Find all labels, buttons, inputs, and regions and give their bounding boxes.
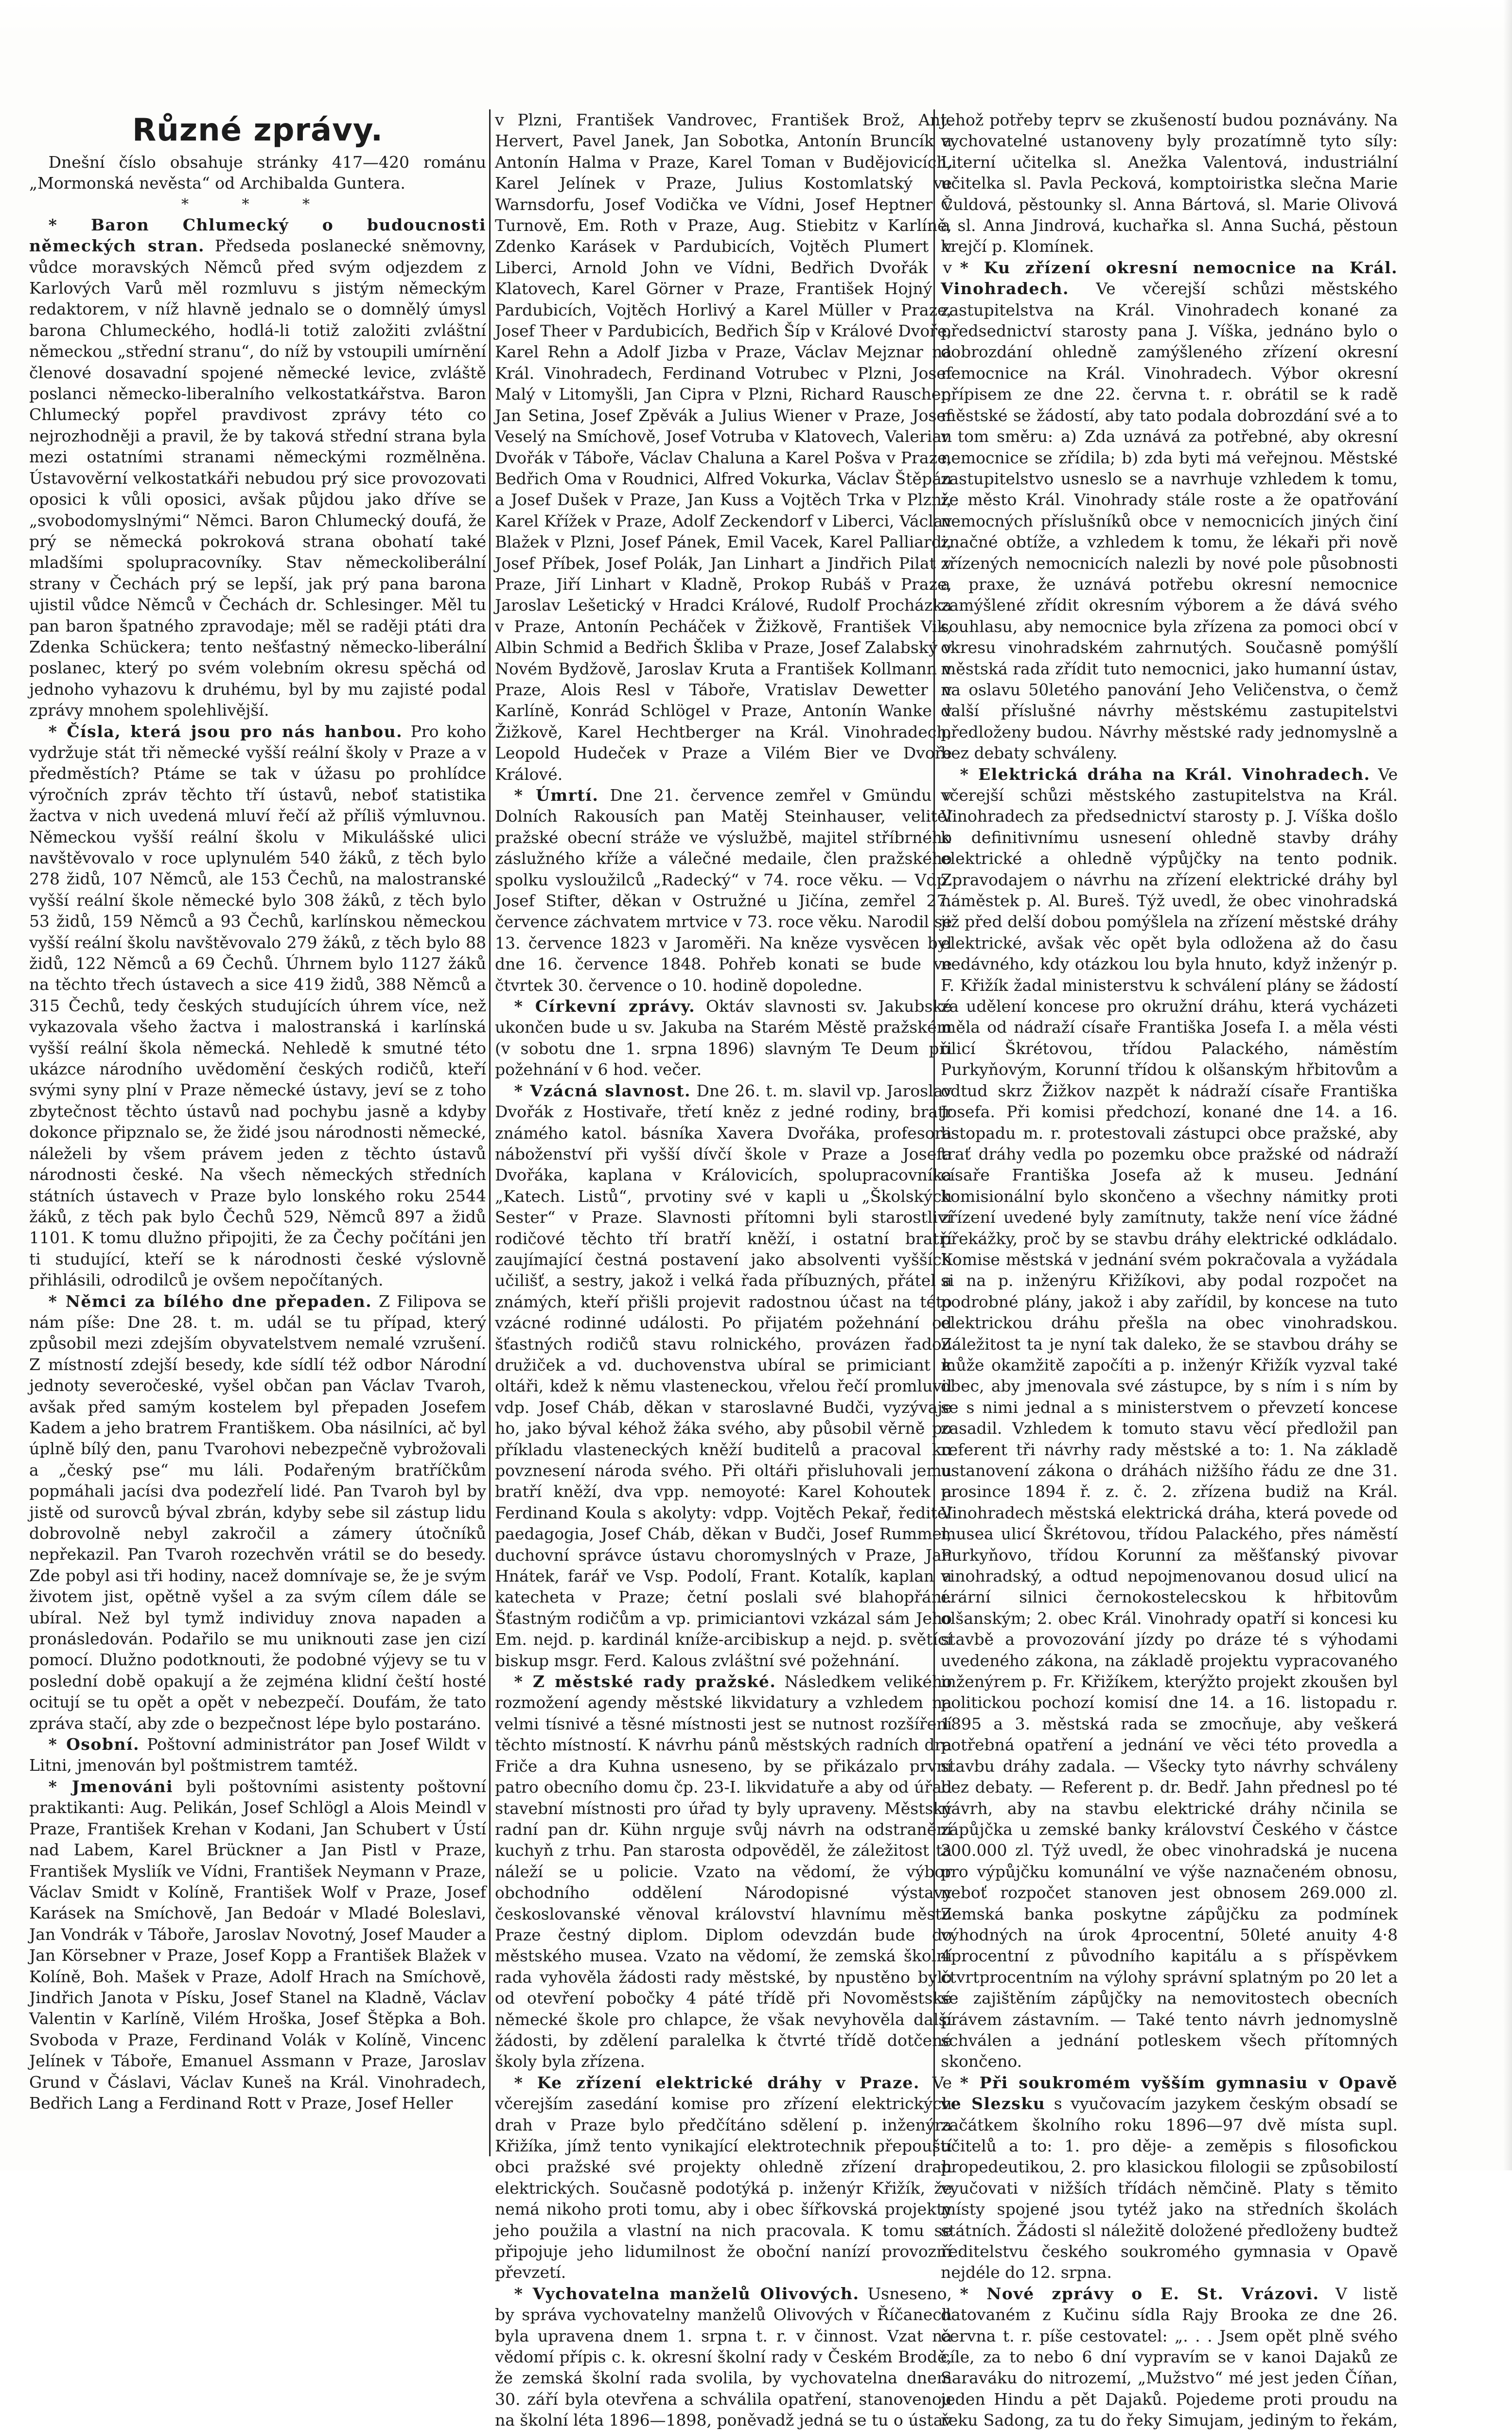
- item-heading: * Z městské rady pražské.: [514, 1672, 776, 1691]
- news-item: [495, 1080, 952, 1671]
- item-heading: * Nové zprávy o E. St. Vrázovi.: [960, 2284, 1319, 2303]
- issue-note: Dnešní číslo obsahuje stránky 417—420 románu „Mormonská nevěsta“ od Archibalda Guntera.: [29, 153, 486, 193]
- news-item: [29, 721, 486, 1291]
- text-column-2: [495, 109, 952, 2430]
- item-body: Následkem velikého rozmožení agendy městské likvidatury a vzhledem na velmi tísnivé a těsné místnosti jest se nutnost rozšíření těchto místností. K návrhu pánů městských radních dra Friče a dra Kuhna usneseno, by se přikázalo první patro obecního domu čp. 23-I. likvidatuře a aby od úřad stavební místnosti pro úřad ty byly upraveny. Městský radní pan dr. Kühn nrguje svůj návrh na odstranění kuchyň z trhu. Pan starosta odpověděl, že záležitost ta náleží se u policie. Vzato na vědomí, že výbor obchodního oddělení Národopisné výstavy českoslovanské věnoval království hlavnímu městu Praze čestný diplom. Diplom odevzdán bude do městského musea. Vzato na vědomí, že zemská školní rada vyhověla žádosti rady městské, by npustěno bylo od otevření pobočky 4 páté třídě při Novoměstské německé škole pro chlapce, že však nevyhověla další žádosti, by zdělení paralelka k čtvrté třídě dotčené školy byla zřízena.: [495, 1672, 952, 2071]
- item-heading: * Němci za bílého dne přepaden.: [48, 1291, 372, 1311]
- separator-stars: * * *: [181, 195, 334, 213]
- news-item: [941, 257, 1398, 764]
- item-heading: * Čísla, která jsou pro nás hanbou.: [48, 722, 403, 741]
- item-heading: * Při soukromém vyšším gymnasiu v Opavě ve Slezsku: [941, 2073, 1398, 2114]
- item-body: v Plzni, František Vandrovec, František Brož, Ant. Hervert, Pavel Janek, Jan Sobotka, Antonín Bruncík a Antonín Halma v Praze, Karel Toman v Budějovicích, Karel Jelínek v Praze, Julius Kostomlatský ve Warnsdorfu, Josef Vodička ve Vídni, Josef Heptner v Turnově, Em. Roth v Praze, Aug. Stiebitz v Karlíně, Zdenko Karásek v Pardubicích, Vojtěch Plumert v Liberci, Arnold John ve Vídni, Bedřich Dvořák v Klatovech, Karel Görner v Praze, František Hojný v Pardubicích, Vojtěch Horlivý a Karel Müller v Praze, Josef Theer v Pardubicích, Bedřich Šíp v Králové Dvoře, Karel Rehn a Adolf Jizba v Praze, Václav Mejznar na Král. Vinohradech, Ferdinand Votrubec v Plzni, Josef Malý v Litomyšli, Jan Cipra v Plzni, Richard Rauscher, Jan Setina, Josef Zpěvák a Julius Wiener v Praze, Josef Veselý na Smíchově, Josef Votruba v Klatovech, Valerian Dvořák v Táboře, Václav Chaluna a Karel Pošva v Praze, Bedřich Oma v Roudnici, Alfred Vokurka, Václav Štěpán a Josef Dušek v Praze, Jan Kuss a Vojtěch Trka v Plzni, Karel Křížek v Praze, Adolf Zeckendorf v Liberci, Václav Blažek v Plzni, Josef Pánek, Emil Vacek, Karel Palliardi, Josef Příbek, Josef Polák, Jan Linhart a Jindřich Pilat v Praze, Jiří Linhart v Kladně, Prokop Rubáš v Praze, Jaroslav Lešetický v Hradci Králové, Rudolf Procházka v Praze, Antonín Pecháček v Žižkově, František Vik, Albin Schmid a Bedřich Škliba v Praze, Josef Zalabský v Novém Bydžově, Jaroslav Kruta a František Kollmann v Praze, Alois Resl v Táboře, Vratislav Dewetter v Karlíně, Konrád Schlögel v Praze, Antonín Wanke v Žižkově, Karel Hechtberger na Král. Vinohradech, Leopold Hudeček v Praze a Vilém Bier ve Dvoře Králové.: [495, 110, 952, 784]
- news-item: [941, 764, 1398, 2072]
- news-item: [29, 1734, 486, 1776]
- news-item: [941, 2072, 1398, 2283]
- news-item: [29, 1776, 486, 2114]
- column-divider: [489, 109, 491, 2156]
- news-item: [495, 1671, 952, 2072]
- item-body: Oktáv slavnosti sv. Jakubské ukončen bude u sv. Jakuba na Starém Městě pražském (v sobotu dne 1. srpna 1896) slavným Te Deum při požehnání v 6 hod. večer.: [495, 997, 952, 1079]
- item-heading: * Ku zřízení okresní nemocnice na Král. Vinohradech.: [941, 258, 1398, 299]
- item-body: Poštovní administrátor pan Josef Wildt v Litni, jmenován byl poštmistrem tamtéž.: [29, 1735, 486, 1775]
- news-item-continued: [495, 109, 952, 785]
- item-body: Dne 26. t. m. slavil vp. Jaroslav Dvořák z Hostivaře, třetí kněz z jedné rodiny, bratr známého katol. básníka Xavera Dvořáka, profesora náboženství při vyšší dívčí škole v Praze a Josefa Dvořáka, kaplana v Královicích, spolupracovníka „Katech. Listů“, prvotiny své v kapli u „Školských Sester“ v Praze. Slavnosti přítomni byli starostliví rodičové těchto tří bratří kněží, i ostatní bratří zaujímající čestná postavení jako absolventi vyšších učilišť, a sestry, jakož i velká řada příbuzných, přátel a známých, kteří přišli projevit radostnou účast na této vzácné rodinné události. Po přijatém požehnání od šťastných rodičů stavu rolnického, provázen řadou družiček a vd. duchovenstva ubíral se primiciant k oltáři, kdež k němu vlasteneckou, vřelou řečí promluvil vdp. Josef Cháb, děkan v staroslavné Budči, vyzývaje ho, jako býval kéhož žáka svého, aby působil věrně po příkladu vlasteneckých kněží buditelů a pracoval ku povznesení národa svého. Při oltáři přisluhovali jemu bratří kněží, dva vpp. nemoyoté: Karel Kohoutek a Ferdinand Koula s akolyty: vdpp. Vojtěch Pekař, ředitel paedagogia, Josef Cháb, děkan v Budči, Josef Rummel, duchovní správce ústavu choromyslných v Praze, Jan Hnátek, farář ve Vsp. Podolí, Frant. Kotalík, kaplan a katecheta v Praze; četní poslali své blahopřání. Šťastným rodičům a vp. primiciantovi vzkázal sám Jeho Em. nejd. p. kardinál kníže-arcibiskup a nejd. p. světící biskup msgr. Ferd. Kalous zvláštní své požehnání.: [495, 1081, 952, 1670]
- text-column-1: [29, 113, 486, 2155]
- news-item: [495, 785, 952, 996]
- section-title: Různé zprávy.: [132, 112, 384, 148]
- item-body: byli poštovními asistenty poštovní praktikanti: Aug. Pelikán, Josef Schlögl a Alois Meindl v Praze, František Krehan v Kodani, Jan Schubert v Ústí nad Labem, Karel Brückner a Jan Pistl v Praze, František Mysliík ve Vídni, František Neymann v Praze, Václav Smidt v Kolíně, František Wolf v Praze, Josef Karásek na Smíchově, Jan Bedoár v Mladé Boleslavi, Jan Vondrák v Táboře, Jaroslav Novotný, Josef Mauder a Jan Körsebner v Praze, Josef Kopp a František Blažek v Kolíně, Boh. Mašek v Praze, Adolf Hrach na Smíchově, Jindřich Janota v Písku, Josef Stanel na Kladně, Václav Valentin v Karlíně, Vilém Hroška, Josef Štěpka a Boh. Svoboda v Praze, Ferdinand Volák v Kolíně, Vincenc Jelínek v Táboře, Emanuel Assmann v Praze, Jaroslav Grund v Čáslavi, Václav Kuneš na Král. Vinohradech, Bedřich Lang a Ferdinand Rott v Praze, Josef Heller: [29, 1777, 486, 2113]
- news-item-continued: [941, 109, 1398, 257]
- item-body: Ve včerejší schůzi městského zastupitelstva na Král. Vinohradech konané za předsednictví starosty pana J. Víška, jednáno bylo o dobrozdání ohledně zamýšleného zřízení okresní nemocnice na Král. Vinohradech. Výbor okresní přípisem ze dne 22. června t. r. obrátil se k radě městské se žádostí, aby tato podala dobrozdání své a to v tom směru: a) Zda uznává za potřebné, aby okresní nemocnice se zřídila; b) zda byti má veřejnou. Městské zastupitelstvo usneslo se a navrhuje vzhledem k tomu, že město Král. Vinohrady stále roste a že opatřování nemocných příslušníků obce v nemocnicích jiných činí značné obtíže, a vzhledem k tomu, že lékaři při nově zřízených nemocnicích nalezli by nové pole působnosti a praxe, že uznává potřebu okresní nemocnice zamýšlené zřídit okresním výborem a že dává svého souhlasu, aby nemocnice byla zřízena za pomoci obcí v okresu vinohradském zahrnutých. Současně pomýšlí městská rada zřídit tuto nemocnici, jako humanní ústav, na oslavu 50letého panování Jeho Veličenstva, o čemž další příslušné návrhy městskému zastupitelstvi předloženy budou. Návrhy městské rady jednomyslně a bez debaty schváleny.: [941, 279, 1398, 763]
- item-body: Dne 21. července zemřel v Gmündu v Dolních Rakousích pan Matěj Steinhauser, velitel pražské obecní stráže ve výslužbě, majitel stříbrného záslužného kříže a válečné medaile, člen pražského spolku vysloužilců „Radecký“ v 74. roce věku. — Vdp. Josef Stifter, děkan v Ostružné u Jičína, zemřel 27. července záchvatem mrtvice v 73. roce věku. Narodil se 13. července 1823 v Jaroměři. Na kněze vysvěcen byl dne 16. července 1848. Pohřeb konati se bude ve čtvrtek 30. července o 10. hodině dopoledne.: [495, 786, 952, 995]
- item-heading: * Elektrická dráha na Král. Vinohradech.: [960, 764, 1371, 784]
- item-body: s vyučovacím jazykem českým obsadí se začátkem školního roku 1896—97 dvě místa supl. učitelů a to: 1. pro děje- a zeměpis s filosofickou propedeutikou, 2. pro klasickou filologii se způsobilostí vyučovati v nižších třídách němčině. Platy s těmito místy spojené jsou tytéž jako na středních školách státních. Žádosti sl náležitě doložené předloženy budtež ředitelstvu českého soukromého gymnasia v Opavě nejdéle do 12. srpna.: [941, 2094, 1398, 2282]
- news-item: [495, 2283, 952, 2431]
- item-heading: * Církevní zprávy.: [514, 997, 696, 1016]
- item-body: jehož potřeby teprv se zkušeností budou poznávány. Na vychovatelné ustanoveny byly prozatímně tyto síly: Literní učitelka sl. Anežka Valentová, industriální učitelka sl. Pavla Pecková, komptoiristka slečna Marie Čuldová, pěstounky sl. Anna Bártová, sl. Marie Olivová a sl. Anna Jindrová, kuchařka sl. Anna Suchá, pěstoun krejčí p. Klomínek.: [941, 110, 1398, 256]
- item-body: Předseda poslanecké sněmovny, vůdce moravských Němců před svým odjezdem z Karlových Varů měl rozmluvu s jistým německým redaktorem, v níž hlavně jednalo se o domnělý úmysl barona Chlumeckého, hodlá-li totiž založiti zvláštní německou „střední stranu“, do níž by vstoupili umírnění členové dosavadní spojené německé levice, zvláště poslanci německo-liberalního velkostatkářstva. Baron Chlumecký popřel pravdivost zprávy této co nejrozhodněji a pravil, že by taková střední strana byla mezi ostatními stranami německými rozmělněna. Ústavověrní velkostatkáři nebudou prý sice provozovati oposici k vůli oposici, avšak půjdou jako dříve se „svobodomyslnými“ Němci. Baron Chlumecký doufá, že prý se německá pokroková strana obohatí také mladšími spolupracovníky. Stav německoliberální strany v Čechách prý se lepší, jak prý pana barona ujistil vůdce Němců v Čechách dr. Schlesinger. Měl tu pan baron špatného zpravodaje; měl se raději ptáti dra Zdenka Schückera; tento nešťastný německo-liberální poslanec, který po svém volebním okresu spěchá od jednoho vyhazovu k druhému, byl by mu zajisté podal zprávy mnohem spolehlivější.: [29, 236, 486, 720]
- item-body: Ve včerejším zasedání komise pro zřízení elektrických drah v Praze bylo předčítáno sdělení p. inženýra Křižíka, jímž tento vynikající elektrotechnik přepouští obci pražské své projekty ohledně zřízení drah elektrických. Současně podotýká p. inženýr Křižík, že nemá nikoho proti tomu, aby i obec šířkovská projekty jeho použila a vlastní na nich pracovala. K tomu se připojuje jeho lidumilnost že oboční nanízí provozní převzetí.: [495, 2073, 952, 2282]
- news-item: [29, 214, 486, 721]
- news-item: [495, 996, 952, 1080]
- item-body: Z Filipova se nám píše: Dne 28. t. m. udál se tu případ, který způsobil mezi zdejším obyvatelstvem nemalé vzrušení. Z místností zdejší besedy, kde sídlí též odbor Národní jednoty severočeské, vyšel občan pan Václav Tvaroh, avšak před samým kostelem byl přepaden Josefem Kadem a jeho bratrem Františkem. Oba násilníci, ač byl úplně bílý den, panu Tvarohovi nebezpečně vybrožovali a „český pse“ mu láli. Podařeným bratříčkům popmáhali jacísi dva podezřelí lidé. Pan Tvaroh byl by jistě od surovců býval zbrán, kdyby sebe sil zástup lidu dobrovolně nebyl zakročil a zámery útočníků nepřekazil. Pan Tvaroh rozechvěn vrátil se do besedy. Zde pobyl asi tři hodiny, nacež domnívaje se, že je svým životem jist, opětně vyšel a za svým cílem dále se ubíral. Než byl tymž individuy znova napaden a pronásledován. Podařilo se mu uniknouti zase jen cizí pomocí. Dlužno podotknouti, že podobné výjevy se tu v poslední době opakují a že zejména klidní čeští hosté ocitují se tu opět a opět v nebezpečí. Doufám, že tato zpráva stačí, aby zde o bezpečnost lépe bylo postaráno.: [29, 1291, 487, 1733]
- news-item: [941, 2283, 1398, 2431]
- item-body: V listě datovaném z Kučinu sídla Rajy Brooka ze dne 26. června t. r. píše cestovatel: „. . . Jsem opět plně svého cíle, za to nebo 6 dní vypravím se v kanoi Dajaků ze Saraváku do nitrozemí, „Mužstvo“ mé jest jeden Číňan, jeden Hindu a pět Dajaků. Pojedeme proti proudu na řeku Sadong, za tu do řeky Simujam, jediným to řekám,: [941, 2284, 1398, 2430]
- page-top-margin: [0, 0, 1512, 34]
- item-heading: * Ke zřízení elektrické dráhy v Praze.: [514, 2073, 920, 2092]
- item-heading: * Vychovatelna manželů Olivových.: [514, 2284, 860, 2303]
- item-heading: * Baron Chlumecký o budoucnosti německých stran.: [29, 215, 486, 256]
- news-item: [495, 2072, 952, 2283]
- text-column-3: [941, 109, 1398, 2430]
- item-heading: * Jmenováni: [48, 1777, 174, 1796]
- item-heading: * Úmrtí.: [514, 786, 599, 805]
- page-edge-shadow: [1503, 0, 1512, 2170]
- news-item: [29, 1291, 486, 1734]
- item-heading: * Vzácná slavnost.: [514, 1081, 691, 1100]
- item-heading: * Osobní.: [48, 1735, 140, 1754]
- item-body: Usneseno, by správa vychovatelny manželů Olivových v Říčanech byla upravena dnem 1. srpna t. r. v činnost. Vzat na vědomí přípis c. k. okresní školní rady v Českém Brodě, že zemská školní rada svolila, by vychovatelna dnem 30. září byla otevřena a schválila opatření, stanovenou na školní léta 1896—1898, poněvadž jedná se tu o ústav: [495, 2284, 952, 2430]
- item-body: Ve včerejší schůzi městského zastupitelstva na Král. Vinohradech za předsednictví starosty p. J. Víška došlo k definitivnímu usnesení ohledně stavby dráhy elektrické a ohledně výpůjčky na tento podnik. Zpravodajem o návrhu na zřízení elektrické dráhy byl náměstek p. Al. Bureš. Týž uvedl, že obec vinohradská již před delší dobou pomýšlela na zřízení městské dráhy elektrické, avšak věc opět byla odložena až do času nedávného, kdy otázkou lou byla hnuto, když inženýr p. F. Křižík žadal ministerstvu k schválení plány se žádostí za udělení koncese pro okružní dráhu, která vycházeti měla od nádraží císaře Františka Josefa I. a měla vésti ulicí Škrétovou, třídou Palackého, náměstím Purkyňovým, Korunní třídou k olšanským hřbitovům a odtud skrz Žižkov nazpět k nádraží císaře Františka Josefa. Při komisi předchozí, konané dne 14. a 16. listopadu m. r. protestovali zástupci obce pražské, aby trať dráhy vedla po pozemku obce pražské od nádraží císaře Františka Josefa až k museu. Jednání komisionální bylo skončeno a všechny námitky proti zřízení uvedené byly zamítnuty, takže není více žádné překážky, proč by se stavbu dráhy elektrické odkládalo. Komise městská v jednání svém pokračovala a vyžádala si na p. inženýru Křižíkovi, aby podal rozpočet na podrobné plány, jakož i aby zařídil, by koncese na tuto elektrickou dráhu přešla na obec vinohradskou. Záležitost ta je nyní tak daleko, že se stavbou dráhy se může okamžitě započíti a p. inženýr Křižík vyzval také obec, aby jmenovala své zástupce, by s ním i s ním by se s nimi jednal a s ministerstvem o převzetí koncese zasadil. Vzhledem k tomuto stavu věcí předložil pan referent tři návrhy rady městské a to: 1. Na základě ustanovení zákona o dráhách nižšího řádu ze dne 31. prosince 1894 ř. z. č. 2. zřízena budiž na Král. Vinohradech městská elektrická dráha, která povede od musea ulicí Škrétovou, třídou Palackého, přes náměstí Purkyňovo, třídou Korunní za měšťanský pivovar vinohradský, a odtud nepojmenovanou dosud ulicí na erární silnici černokostelecskou k hřbitovům olšanským; 2. obec Král. Vinohrady opatří si koncesi ku stavbě a provozování jízdy po dráze té s výhodami uvedeného zákona, na základě projektu vypracovaného inženýrem p. Fr. Křižíkem, kterýžto projekt zkoušen byl politickou pochozí komisí dne 14. a 16. listopadu r. 1895 a 3. městská rada se zmocňuje, aby veškerá potřebná opatření a jednání ve věci této provedla a stavbu dráhy zadala. — Všecky tyto návrhy schváleny bez debaty. — Referent p. dr. Bedř. Jahn přednesl po té návrh, aby na stavbu elektrické dráhy nčinila se zápůjčka u zemské banky království Českého v částce 300.000 zl. Týž uvedl, že obec vinohradská je nucena pro výpůjčku komunální ve výše naznačeném obnosu, neboť rozpočet stanoven jest obnosem 269.000 zl. Zemská banka poskytne zápůjčku za podmínek výhodných na úrok 4procentní, 50leté anuity 4·8 4procentní z původního kapitálu a s příspěvkem čtvrtprocentním na výlohy správní splatným po 20 let a se zajištěním zápůjčky na nemovitostech obecních právem zástavním. — Také tento návrh jednomyslně schválen a jednání potleskem všech přítomných skončeno.: [941, 764, 1398, 2071]
- item-body: Pro koho vydržuje stát tři německé vyšší reální školy v Praze a v předměstích? Ptáme se tak v úžasu po prohlídce výročních zpráv těchto tří ústavů, neboť statistika žactva v nich uvedená mluví řečí až příliš výmluvnou. Německou vyšší reální školu v Mikulášské ulici navštěvovalo v roce uplynulém 540 žáků, z těch bylo 278 židů, 107 Němců, ale 153 Čechů, na malostranské vyšší reální škole německé bylo 308 žáků, z těch bylo 53 židů, 159 Němců a 93 Čechů, karlínskou německou vyšší reální školu navštěvovalo 279 žáků, z těch bylo 88 židů, 122 Němců a 69 Čechů. Úhrnem bylo 1127 žáků na těchto třech ústavech a sice 419 židů, 388 Němců a 315 Čechů, tedy českých studujících úhrem více, než vykazovala všeho žactva i malostranská i karlínská vyšší reální škola německá. Nehledě k smutné této ukázce národního uvědomění českých rodičů, kteří svými syny plní v Praze německé ústavy, jeví se z toho zbytečnost těchto ústavů nad pochybu jasně a kdyby dokonce připznalo se, že židé jsou národnosti německé, náleželi by všem právem jeden z těchto ústavů národnosti české. Na všech německých středních státních ústavech v Praze bylo lonského roku 2544 žáků, z těch pak bylo Čechů 529, Němců 897 a židů 1101. K tomu dlužno připojiti, že za Čechy počítáni jen ti studující, kteří se k národnosti české výslovně přihlásili, odrodilců je ovšem nepočítaných.: [29, 722, 486, 1290]
